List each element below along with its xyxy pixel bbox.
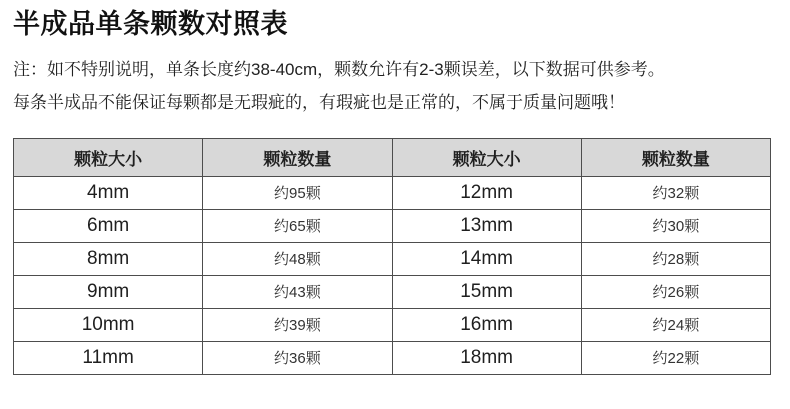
table-cell-count: 约95颗 — [203, 176, 392, 209]
table-row — [14, 275, 771, 308]
note-line-1: 注：如不特别说明，单条长度约38-40cm，颗数允许有2-3颗误差，以下数据可供参考。 — [13, 60, 665, 80]
table-cell-size: 11mm — [14, 341, 203, 374]
table-row — [14, 176, 771, 209]
table-cell-count: 约28颗 — [581, 242, 770, 275]
note-line-2: 每条半成品不能保证每颗都是无瑕疵的，有瑕疵也是正常的，不属于质量问题哦！ — [13, 92, 625, 112]
table-row — [14, 242, 771, 275]
table-header-row — [14, 138, 771, 176]
table-cell-count: 约26颗 — [581, 275, 770, 308]
table-cell-count: 约39颗 — [203, 308, 392, 341]
column-header-count-right: 颗粒数量 — [581, 138, 770, 176]
column-header-count-left: 颗粒数量 — [203, 138, 392, 176]
table-cell-size: 10mm — [14, 308, 203, 341]
table-row — [14, 209, 771, 242]
table-cell-size: 18mm — [392, 341, 581, 374]
table-cell-size: 6mm — [14, 209, 203, 242]
table-row — [14, 341, 771, 374]
table-cell-size: 14mm — [392, 242, 581, 275]
table-cell-count: 约30颗 — [581, 209, 770, 242]
table-cell-size: 12mm — [392, 176, 581, 209]
table-cell-count: 约24颗 — [581, 308, 770, 341]
table-cell-count: 约32颗 — [581, 176, 770, 209]
table-row — [14, 308, 771, 341]
table-cell-count: 约43颗 — [203, 275, 392, 308]
column-header-size-right: 颗粒大小 — [392, 138, 581, 176]
bead-count-table — [13, 138, 771, 375]
table-cell-size: 15mm — [392, 275, 581, 308]
table-cell-size: 8mm — [14, 242, 203, 275]
table-cell-count: 约22颗 — [581, 341, 770, 374]
table-cell-size: 13mm — [392, 209, 581, 242]
page-title: 半成品单条颗数对照表 — [13, 9, 288, 39]
column-header-size-left: 颗粒大小 — [14, 138, 203, 176]
table-cell-count: 约36颗 — [203, 341, 392, 374]
table-cell-count: 约65颗 — [203, 209, 392, 242]
table-cell-size: 16mm — [392, 308, 581, 341]
table-cell-size: 9mm — [14, 275, 203, 308]
table-cell-size: 4mm — [14, 176, 203, 209]
table-cell-count: 约48颗 — [203, 242, 392, 275]
